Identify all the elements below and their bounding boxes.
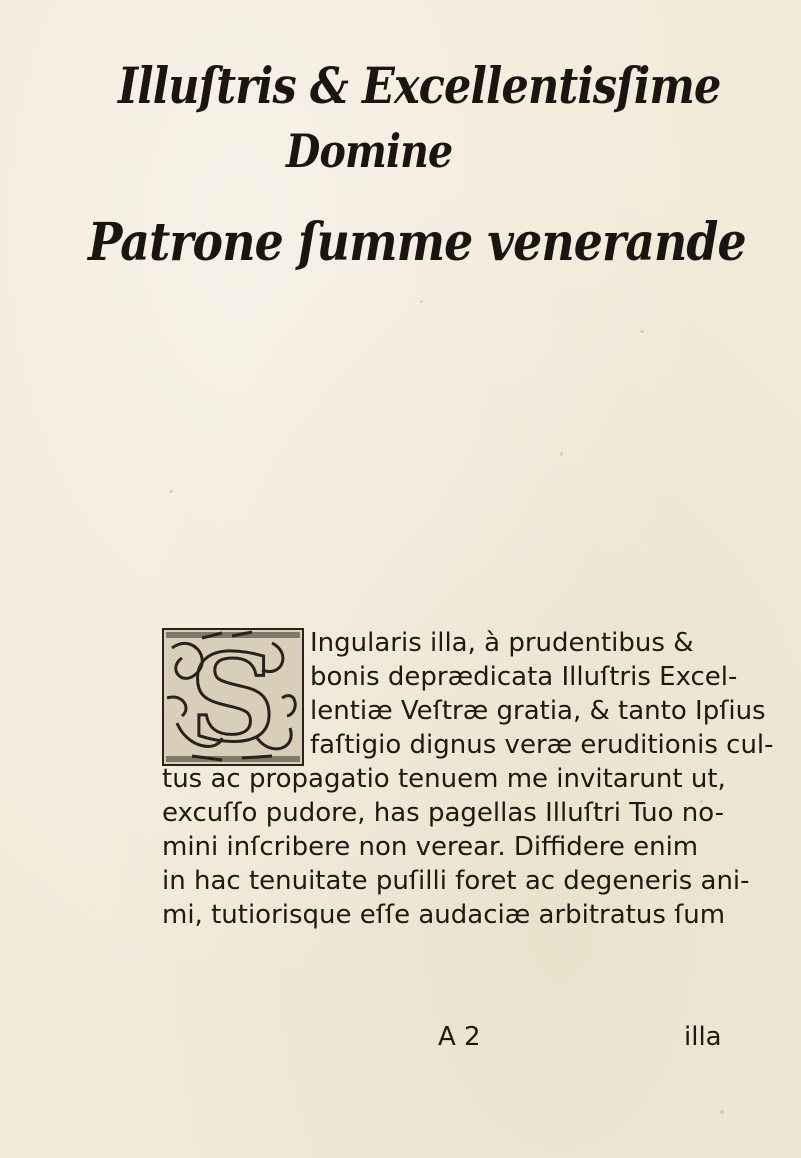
paper-speck (720, 1110, 724, 1114)
body-line: mi, tutiorisque eſſe audaciæ arbitratus ſum (162, 900, 726, 930)
paper-speck (640, 330, 644, 333)
body-line: Ingularis illa, à prudentibus & (310, 628, 694, 658)
body-line: mini inſcribere non verear. Diffidere enim (162, 832, 699, 862)
signature-mark: A 2 (438, 1022, 481, 1052)
ornamental-initial-icon (162, 628, 304, 766)
body-line: lentiæ Veſtræ gratia, & tanto Ipſius (310, 696, 766, 726)
body-line: bonis deprædicata Illuſtris Excel- (310, 662, 738, 692)
body-line: tus ac propagatio tenuem me invitarunt ut, (162, 764, 726, 794)
initial-letter: S (189, 628, 277, 766)
body-line: faſtigio dignus veræ eruditionis cul- (310, 730, 774, 760)
paper-speck (170, 490, 173, 493)
heading-line-1: Illuſtris & Excellentisſime (118, 56, 721, 115)
heading-line-2: Domine (286, 124, 453, 178)
body-line: in hac tenuitate puſilli foret ac degeneris ani- (162, 866, 750, 896)
heading-line-3: Patrone ſumme venerande (88, 212, 746, 273)
ornamental-initial-graphic (162, 628, 304, 766)
catchword: illa (684, 1022, 722, 1052)
paper-speck (560, 452, 563, 456)
paper-speck (420, 300, 423, 303)
body-line: excuſſo pudore, has pagellas Illuſtri Tuo no- (162, 798, 725, 828)
